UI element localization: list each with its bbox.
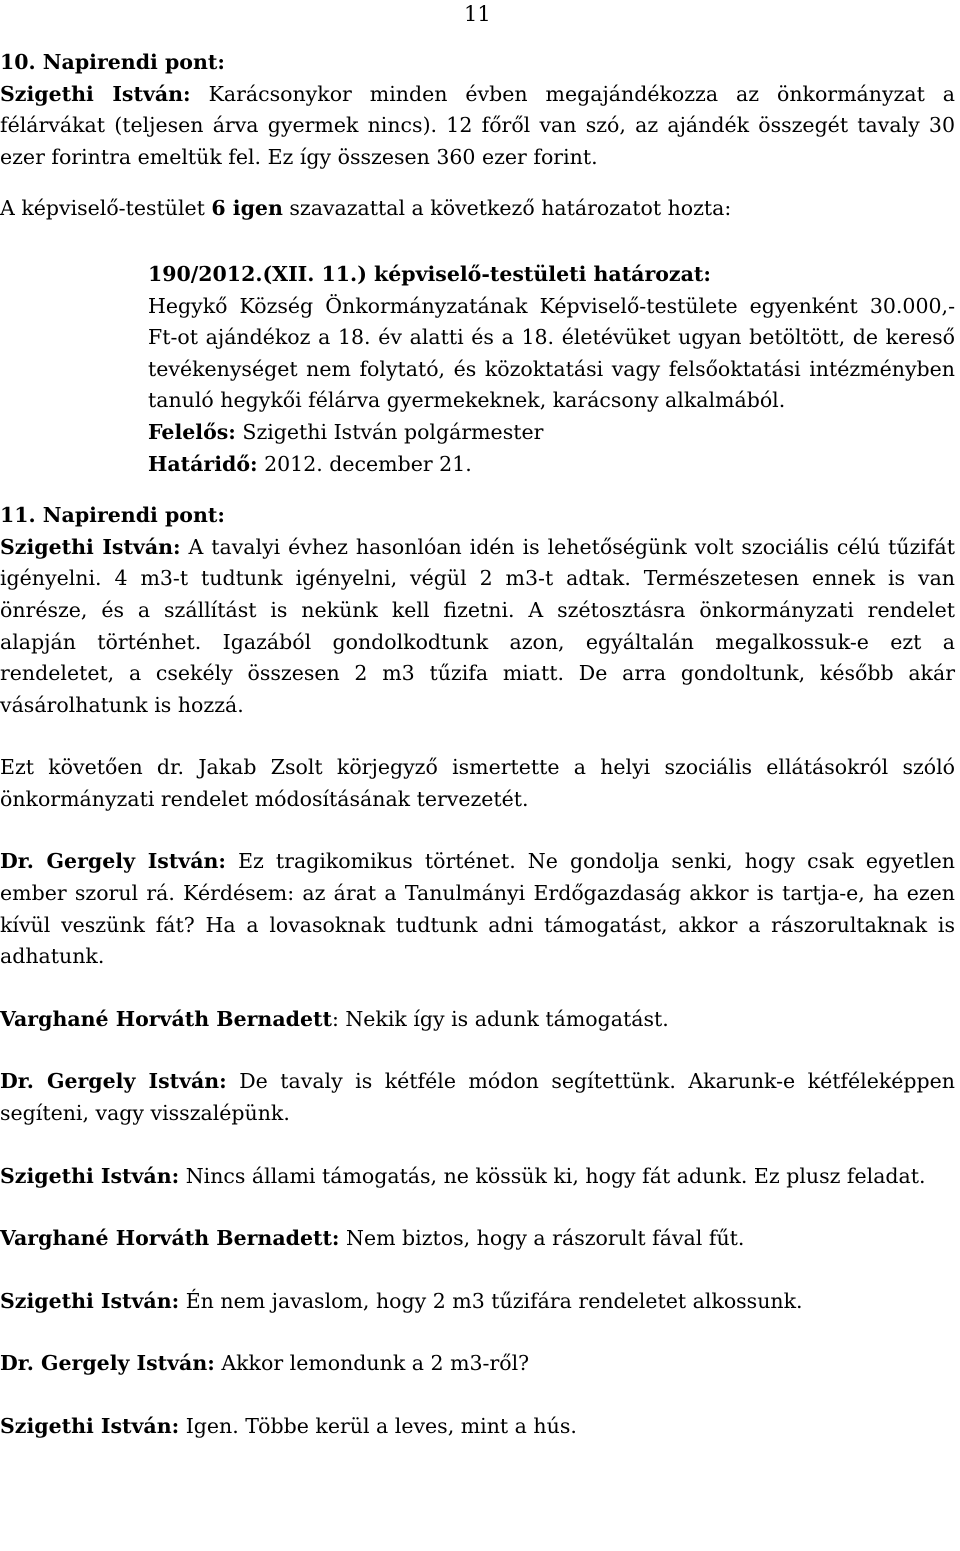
responsible-line: Felelős: Szigethi István polgármester — [148, 419, 544, 444]
paragraph: Szigethi István: Nincs állami támogatás, ne kössük ki, hogy fát adunk. Ez plusz feladat. — [0, 1163, 926, 1188]
paragraph: Szigethi István: Karácsonykor minden évben megajándékozza az önkormányzat a félárvákat (teljesen árva gyermek nincs). 12 főről van szó, az ajándék összegét tavaly 30 ezer forintra emeltük fel. Ez így összesen 360 ezer forint. — [0, 81, 955, 169]
resolution-title: 190/2012.(XII. 11.) képviselő-testületi határozat: — [148, 261, 711, 286]
paragraph: Szigethi István: A tavalyi évhez hasonlóan idén is lehetőségünk volt szociális célú tűzifát igényelni. 4 m3-t tudtunk igényelni, végül 2 m3-t adtak. Természetesen ennek is van önrésze, és a szállítást is nekünk kell fizetni. A szétosztásra önkormányzati rendelet alapján történhet. Igazából gondolkodtunk azon, egyáltalán megalkossuk-e ezt a rendeletet, a csekély összesen 2 m3 tűzifa miatt. De arra gondoltunk, később akár vásárolhatunk is hozzá. — [0, 534, 955, 717]
paragraph: Dr. Gergely István: De tavaly is kétféle módon segítettünk. Akarunk-e kétféleképpen segíteni, vagy visszalépünk. — [0, 1069, 955, 1126]
paragraph: Dr. Gergely István: Akkor lemondunk a 2 m3-ről? — [0, 1351, 530, 1376]
agenda-heading-10: 10. Napirendi pont: — [0, 50, 225, 74]
paragraph: Ezt követően dr. Jakab Zsolt körjegyző ismertette a helyi szociális ellátásokról szóló önkormányzati rendelet módosításának tervezetét. — [0, 755, 955, 811]
deadline-line: Határidő: 2012. december 21. — [148, 451, 472, 476]
document-body — [0, 47, 955, 1443]
speaker: Varghané Horváth Bernadett: — [0, 1226, 340, 1251]
speaker: Dr. Gergely István: — [0, 849, 226, 874]
page-number: 11 — [464, 2, 491, 26]
agenda-heading-11: 11. Napirendi pont: — [0, 503, 225, 528]
speaker: Szigethi István: — [0, 534, 181, 559]
speaker: Szigethi István: — [0, 81, 191, 106]
speaker: Szigethi István: — [0, 1414, 180, 1438]
paragraph: Szigethi István: Én nem javaslom, hogy 2 m3 tűzifára rendeletet alkossunk. — [0, 1288, 803, 1313]
speaker: Dr. Gergely István: — [0, 1351, 215, 1376]
speaker: Varghané Horváth Bernadett — [0, 1006, 332, 1031]
paragraph: Varghané Horváth Bernadett: Nekik így is adunk támogatást. — [0, 1006, 669, 1031]
speaker: Szigethi István: — [0, 1288, 180, 1313]
paragraph: Dr. Gergely István: Ez tragikomikus történet. Ne gondolja senki, hogy csak egyetlen ember szorul rá. Kérdésem: az árat a Tanulmányi Erdőgazdaság akkor is tartja-e, ha ezen kívül veszünk fát? Ha a lovasoknak tudtunk adni támogatást, akkor a rászorultaknak is adhatunk. — [0, 849, 955, 969]
paragraph: Szigethi István: Igen. Többe kerül a leves, mint a hús. — [0, 1414, 577, 1438]
speaker: Dr. Gergely István: — [0, 1069, 227, 1094]
resolution-text: Hegykő Község Önkormányzatának Képviselő-testülete egyenként 30.000,- Ft-ot ajándékoz a 18. év alatti és a 18. életévüket ugyan betöltött, de kereső tevékenységet nem folytató, és közoktatási vagy felsőoktatási intézményben tanuló hegykői félárva gyermekeknek, karácsony alkalmából. — [148, 293, 955, 413]
speaker: Szigethi István: — [0, 1163, 180, 1188]
resolution-block — [148, 259, 955, 480]
paragraph: Varghané Horváth Bernadett: Nem biztos, hogy a rászorult fával fűt. — [0, 1226, 745, 1251]
vote-statement: A képviselő-testület 6 igen szavazattal a következő határozatot hozta: — [0, 196, 732, 221]
